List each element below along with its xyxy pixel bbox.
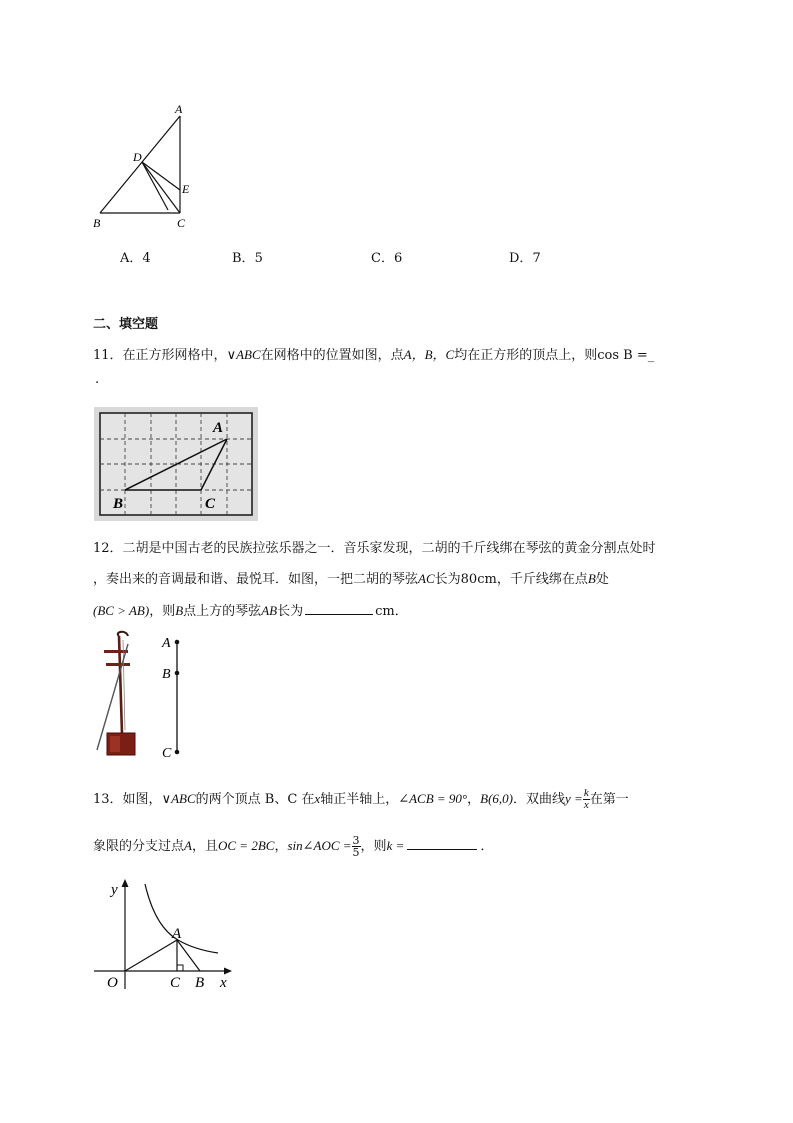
q10-seg-d-mid bbox=[142, 162, 168, 210]
q10-seg-de bbox=[142, 162, 180, 190]
q13-frac-x: x bbox=[583, 799, 589, 811]
q13-text-b: 的两个顶点 B、C 在 bbox=[195, 792, 315, 807]
q13-label-y: y bbox=[111, 882, 118, 898]
q13-sep: ， bbox=[467, 792, 481, 807]
q13-right-angle-mark bbox=[177, 965, 183, 971]
erhu-peg-2 bbox=[106, 663, 130, 666]
q11-line1 bbox=[93, 344, 654, 363]
q13-line2 bbox=[93, 833, 493, 860]
q13-label-c: C bbox=[170, 975, 181, 991]
erhu-peg-1 bbox=[104, 650, 128, 653]
q13-line2-b: ，且 bbox=[191, 839, 218, 854]
section-title: 二、填空题 bbox=[93, 317, 159, 332]
q12-line3-c: 长为 bbox=[277, 604, 304, 619]
q10-option-b-letter: B． bbox=[232, 251, 255, 266]
q13-number: 13． bbox=[93, 792, 123, 807]
q10-option-c-value: 6 bbox=[393, 251, 403, 266]
q11-text-c: 均在正方形的顶点上，则 bbox=[454, 348, 598, 363]
q13-frac-5: 5 bbox=[352, 846, 360, 859]
q11-grid-figure bbox=[94, 407, 258, 521]
q10-option-c-letter: C． bbox=[371, 251, 394, 266]
q12-point-b2: B bbox=[175, 603, 184, 618]
q12-segment-figure bbox=[158, 630, 190, 762]
q13-line2-a: 象限的分支过点 bbox=[93, 839, 185, 854]
q11-triangle: ∨ABC bbox=[226, 347, 261, 362]
q12-line1 bbox=[93, 537, 656, 556]
q13-frac-3: 3 bbox=[352, 834, 360, 847]
q12-label-b: B bbox=[162, 667, 171, 682]
q13-line2-c: ，则 bbox=[360, 839, 387, 854]
q13-label-b: B bbox=[195, 975, 205, 991]
q10-option-b[interactable] bbox=[232, 247, 263, 266]
q12-ac: AC bbox=[418, 571, 435, 586]
q10-triangle-figure bbox=[88, 98, 198, 233]
q13-sep2: ， bbox=[274, 839, 288, 854]
q13-triangle: ∨ABC bbox=[161, 791, 196, 806]
q13-x: x bbox=[314, 791, 321, 806]
q12-line3-a: ，则 bbox=[149, 604, 176, 619]
q12-line1-text: 二胡是中国古老的民族拉弦乐器之一．音乐家发现，二胡的千斤线绑在琴弦的黄金分割点处时 bbox=[122, 541, 656, 556]
q13-label-x: x bbox=[220, 975, 227, 991]
q12-ab: AB bbox=[261, 603, 278, 618]
q11-text-a: 在正方形网格中， bbox=[122, 348, 227, 363]
erhu-picture bbox=[92, 630, 140, 758]
q10-label-b: B bbox=[93, 216, 101, 230]
q10-option-a-value: 4 bbox=[142, 251, 151, 266]
q13-point-a: A bbox=[184, 838, 192, 853]
q13-text-a: 如图， bbox=[122, 792, 162, 807]
q13-text-d: ．双曲线 bbox=[513, 792, 566, 807]
q10-option-d-letter: D． bbox=[509, 251, 533, 266]
q10-option-b-value: 5 bbox=[254, 251, 263, 266]
q13-y-arrow bbox=[122, 879, 129, 887]
q13-k-eq: k = bbox=[386, 838, 405, 853]
q10-option-a[interactable] bbox=[120, 247, 151, 266]
q12-number: 12． bbox=[93, 541, 123, 556]
q11-text-b: 在网格中的位置如图，点 bbox=[260, 348, 404, 363]
q12-unit: cm bbox=[375, 604, 395, 619]
q10-option-c[interactable] bbox=[371, 247, 402, 266]
erhu-body-highlight bbox=[110, 736, 120, 752]
q13-label-o: O bbox=[107, 975, 118, 991]
q13-period: ． bbox=[480, 839, 494, 854]
q11-answer-blank[interactable]: _ bbox=[647, 348, 655, 363]
q13-frac-k: k bbox=[583, 787, 589, 799]
q10-label-a: A bbox=[175, 102, 183, 116]
q10-seg-dc bbox=[142, 162, 180, 213]
q10-seg-ab bbox=[100, 116, 180, 213]
q12-label-c: C bbox=[162, 746, 172, 761]
q13-oc: OC = 2BC bbox=[217, 838, 275, 853]
q10-option-a-letter: A． bbox=[120, 251, 143, 266]
q12-line2-c: ，千斤线绑在点 bbox=[496, 572, 588, 587]
q12-line2-a: ，奏出来的音调最和谐、最悦耳．如图，一把二胡的琴弦 bbox=[93, 572, 419, 587]
q13-y-eq: y = bbox=[565, 791, 583, 806]
erhu-scroll bbox=[118, 632, 128, 636]
q12-point-c-dot bbox=[175, 750, 180, 755]
q12-point-a-dot bbox=[175, 640, 180, 645]
q11-points: A，B，C bbox=[403, 347, 455, 362]
q13-seg-oa bbox=[125, 940, 177, 971]
q12-line2-b: 长为 bbox=[434, 572, 461, 587]
q12-point-b: B bbox=[587, 571, 596, 586]
q11-cos: cos B = bbox=[597, 348, 648, 363]
q12-answer-blank[interactable] bbox=[305, 602, 373, 615]
q11-label-b: B bbox=[113, 496, 124, 512]
q13-label-a: A bbox=[172, 926, 182, 942]
q12-label-a: A bbox=[162, 636, 171, 651]
q12-line2 bbox=[93, 568, 609, 587]
q12-line3 bbox=[93, 600, 408, 619]
q13-three-fifths bbox=[352, 835, 361, 858]
q13-text-e: 在第一 bbox=[589, 792, 629, 807]
q13-x-arrow bbox=[224, 968, 232, 975]
q13-line1 bbox=[93, 786, 629, 813]
q10-option-d[interactable] bbox=[509, 247, 541, 266]
q10-option-d-value: 7 bbox=[532, 251, 541, 266]
q11-period: . bbox=[95, 372, 100, 387]
q12-point-b-dot bbox=[175, 671, 180, 676]
q13-point-b: B(6,0) bbox=[480, 791, 513, 806]
q12-length: 80cm bbox=[460, 572, 497, 587]
q13-coordinate-figure bbox=[92, 876, 242, 994]
q10-label-c: C bbox=[177, 216, 186, 230]
q12-condition: (BC > AB) bbox=[93, 603, 150, 618]
q13-hyperbola bbox=[145, 884, 218, 953]
q10-label-e: E bbox=[182, 182, 190, 196]
q12-line2-d: 处 bbox=[595, 572, 609, 587]
q10-label-d: D bbox=[133, 150, 142, 164]
q12-period: ． bbox=[394, 604, 408, 619]
q12-line3-b: 点上方的琴弦 bbox=[183, 604, 262, 619]
q13-text-c: 轴正半轴上， bbox=[320, 792, 399, 807]
q13-sin: sin∠AOC = bbox=[287, 838, 352, 853]
q13-answer-blank[interactable] bbox=[407, 837, 477, 850]
q11-number: 11． bbox=[93, 348, 123, 363]
q13-k-over-x bbox=[583, 788, 590, 811]
q13-angle: ∠ACB = 90° bbox=[398, 791, 468, 806]
q11-label-a: A bbox=[213, 420, 224, 436]
q11-label-c: C bbox=[205, 496, 216, 512]
